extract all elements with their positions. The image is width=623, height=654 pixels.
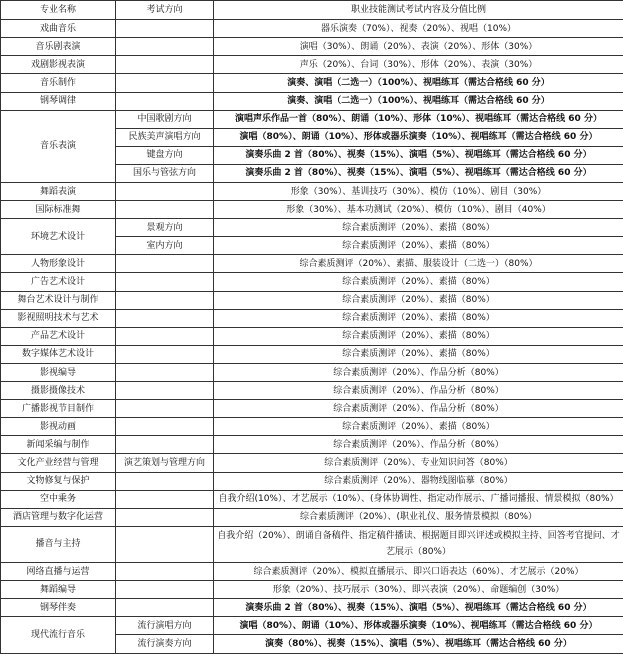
table-row [1,400,623,418]
direction-cell [116,581,214,599]
table-row [1,418,623,436]
direction-cell [116,291,214,309]
direction-cell [116,418,214,436]
direction-cell [116,74,214,92]
major-cell: 广告艺术设计 [1,273,116,291]
content-cell: 综合素质测评（20%）、素描（80%） [214,237,623,255]
header-direction: 考试方向 [116,1,214,20]
direction-cell [116,345,214,363]
major-cell: 舞蹈表演 [1,183,116,201]
direction-cell: 民族美声演唱方向 [116,128,214,146]
major-cell: 音乐剧表演 [1,38,116,56]
direction-cell: 流行演奏方向 [116,635,214,654]
major-cell: 钢琴伴奏 [1,599,116,617]
table-row [1,617,623,635]
major-cell: 人物形象设计 [1,255,116,273]
content-cell: 综合素质测评（20%）、素描（80%） [214,327,623,345]
content-cell: 综合素质测评（20%）、素描（80%） [214,291,623,309]
content-cell: 综合素质测评（20%）、素描、服装设计（二选一）（80%） [214,255,623,273]
direction-cell [116,327,214,345]
content-cell: 自我介绍（20%）、朗诵自备稿件、指定稿件播读、根据题目即兴评述或模拟主持、回答考官提问、才艺展示（80%） [214,526,623,562]
major-cell: 音乐表演 [1,110,116,182]
direction-cell [116,273,214,291]
table-row [1,599,623,617]
direction-cell [116,309,214,327]
content-cell: 综合素质测评（20%）、作品分析（80%） [214,400,623,418]
table-row [1,363,623,381]
table-row [1,327,623,345]
major-cell: 音乐制作 [1,74,116,92]
content-cell: 演奏（80%）、视奏（15%）、演唱（5%）、视唱练耳（需达合格线 60 分） [214,635,623,654]
content-cell: 演奏乐曲 2 首（80%）、视奏（15%）、演唱（5%）、视唱练耳（需达合格线 60 分） [214,146,623,164]
content-cell: 声乐（20%）、台词（30%）、形体（20%）、表演（30%） [214,56,623,74]
direction-cell [116,363,214,381]
major-cell: 影视照明技术与艺术 [1,309,116,327]
major-cell: 文物修复与保护 [1,472,116,490]
major-cell: 钢琴调律 [1,92,116,110]
content-cell: 自我介绍(10%）、才艺展示（10%）、(身体协调性、指定动作展示、广播词播报、情景模拟（80%） [214,490,623,508]
direction-cell [116,436,214,454]
major-cell: 国际标准舞 [1,201,116,219]
direction-cell [116,508,214,526]
major-cell: 空中乘务 [1,490,116,508]
header-content: 职业技能测试考试内容及分值比例 [214,1,623,20]
table-header-row [1,1,623,20]
direction-cell [116,38,214,56]
direction-cell [116,183,214,201]
direction-cell [116,472,214,490]
table-row [1,345,623,363]
table-row [1,38,623,56]
table-row [1,273,623,291]
table-row [1,56,623,74]
table-row [1,436,623,454]
major-cell: 影视动画 [1,418,116,436]
major-cell: 戏曲音乐 [1,20,116,38]
direction-cell: 键盘方向 [116,146,214,164]
table-row [1,563,623,581]
content-cell: 综合素质测评（20%）、素描（80%） [214,309,623,327]
table-row [1,526,623,562]
table-row [1,110,623,128]
major-cell: 环境艺术设计 [1,219,116,255]
direction-cell [116,20,214,38]
content-cell: 形象（30%）、基本功测试（20%）、模仿（10%）、剧目（40%） [214,201,623,219]
direction-cell: 中国歌剧方向 [116,110,214,128]
content-cell: 综合素质测评（20%）、专业知识问答（80%） [214,454,623,472]
table-row [1,219,623,237]
direction-cell [116,526,214,562]
direction-cell [116,400,214,418]
direction-cell [116,255,214,273]
content-cell: 综合素质测评（20%）、作品分析（80%） [214,382,623,400]
content-cell: 演唱（30%）、朗诵（20%）、表演（20%）、形体（30%） [214,38,623,56]
direction-cell [116,599,214,617]
content-cell: 演唱（80%）、朗诵（10%）、形体或器乐演奏（10%）、视唱练耳（需达合格线 60 分） [214,128,623,146]
content-cell: 综合素质测评（20%）、作品分析（80%） [214,363,623,381]
table-row [1,490,623,508]
header-major: 专业名称 [1,1,116,20]
table-row [1,454,623,472]
major-cell: 产品艺术设计 [1,327,116,345]
content-cell: 综合素质测评（20%）、素描（80%） [214,418,623,436]
major-cell: 播音与主持 [1,526,116,562]
direction-cell: 国乐与管弦方向 [116,164,214,182]
major-cell: 舞台艺术设计与制作 [1,291,116,309]
content-cell: 形象（20%）、技巧展示（30%）、即兴表演（20%）、命题编创（30%） [214,581,623,599]
major-cell: 戏剧影视表演 [1,56,116,74]
major-cell: 网络直播与运营 [1,563,116,581]
major-cell: 广播影视节目制作 [1,400,116,418]
content-cell: 形象（30%）、基训技巧（30%）、模仿（10%）、剧目（30%） [214,183,623,201]
content-cell: 综合素质测评（20%）、(职业礼仪、服务情景模拟（80%） [214,508,623,526]
major-cell: 现代流行音乐 [1,617,116,654]
direction-cell: 室内方向 [116,237,214,255]
direction-cell [116,92,214,110]
content-cell: 综合素质测评（20%）、模拟直播展示、即兴口语表达（60%）、才艺展示（20%） [214,563,623,581]
direction-cell [116,490,214,508]
direction-cell [116,382,214,400]
table-row [1,201,623,219]
content-cell: 综合素质测评（20%）、素描（80%） [214,219,623,237]
direction-cell: 景观方向 [116,219,214,237]
table-row [1,183,623,201]
major-cell: 摄影摄像技术 [1,382,116,400]
content-cell: 演奏、演唱（二选一）（100%）、视唱练耳（需达合格线 60 分） [214,92,623,110]
content-cell: 演奏乐曲 2 首（80%）、视奏（15%）、演唱（5%）、视唱练耳（需达合格线 60 分） [214,599,623,617]
major-cell: 酒店管理与数字化运营 [1,508,116,526]
table-row [1,92,623,110]
table-row [1,309,623,327]
direction-cell [116,56,214,74]
content-cell: 演唱（80%）、朗诵（10%）、形体或器乐演奏（10%）、视唱练耳（需达合格线 60 分） [214,617,623,635]
table-row [1,382,623,400]
content-cell: 演奏乐曲 2 首（80%）、视奏（15%）、演唱（5%）、视唱练耳（需达合格线 60 分） [214,164,623,182]
direction-cell [116,201,214,219]
direction-cell: 流行演唱方向 [116,617,214,635]
table-row [1,581,623,599]
table-row [1,74,623,92]
table-row [1,472,623,490]
table-row [1,20,623,38]
content-cell: 演唱声乐作品一首（80%）、朗诵（10%）、形体（10%）、视唱练耳（需达合格线 60 分） [214,110,623,128]
table-row [1,291,623,309]
major-cell: 文化产业经营与管理 [1,454,116,472]
content-cell: 综合素质测评（20%）、作品分析（80%） [214,436,623,454]
table-row [1,508,623,526]
table-row [1,255,623,273]
major-cell: 舞蹈编导 [1,581,116,599]
content-cell: 综合素质测评（20%）、素描（80%） [214,345,623,363]
direction-cell: 演艺策划与管理方向 [116,454,214,472]
content-cell: 综合素质测评（20%）、器物线图临摹（80%） [214,472,623,490]
content-cell: 演奏、演唱（二选一）（100%）、视唱练耳（需达合格线 60 分） [214,74,623,92]
major-cell: 影视编导 [1,363,116,381]
content-cell: 综合素质测评（20%）、素描（80%） [214,273,623,291]
major-cell: 数字媒体艺术设计 [1,345,116,363]
content-cell: 器乐演奏（70%）、视奏（20%）、视唱（10%） [214,20,623,38]
major-cell: 新闻采编与制作 [1,436,116,454]
direction-cell [116,563,214,581]
